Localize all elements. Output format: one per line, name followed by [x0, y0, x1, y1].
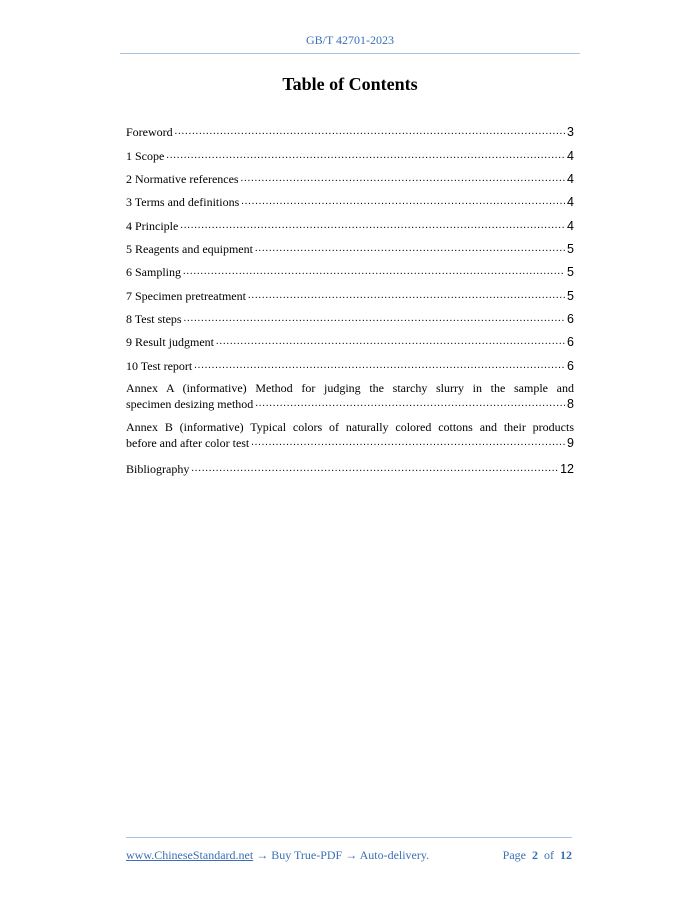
toc-leader-dots [184, 314, 565, 324]
toc-leader-dots [166, 151, 565, 161]
toc-entry-label: 8 Test steps [126, 312, 182, 326]
toc-entry-principle[interactable] [126, 218, 574, 234]
toc-leader-dots [248, 291, 565, 301]
toc-entry-page: 4 [567, 218, 574, 233]
toc-entry-label: 2 Normative references [126, 172, 239, 186]
page-of: of [544, 848, 554, 862]
toc-entry-terms-and-definitions[interactable] [126, 194, 574, 210]
footer-delivery-text: → Buy True-PDF → Auto-delivery. [253, 848, 430, 862]
toc-entry-test-report[interactable] [126, 358, 574, 374]
toc-leader-dots [180, 221, 565, 231]
toc-entry-page: 6 [567, 312, 574, 326]
toc-entry-test-steps[interactable] [126, 311, 574, 327]
toc-entry-page: 5 [567, 288, 574, 303]
toc-leader-dots [183, 267, 565, 277]
toc-entry-label: Foreword [126, 125, 173, 139]
page-total: 12 [560, 848, 572, 862]
website-link[interactable]: www.ChineseStandard.net [126, 848, 254, 862]
toc-leader-dots [191, 464, 558, 474]
toc-entry-label-line1: Annex A (informative) Method for judging the starchy slurry in the sample and [126, 381, 574, 395]
toc-leader-dots [175, 127, 565, 137]
toc-entry-annex-a[interactable] [126, 380, 574, 412]
toc-entry-page: 4 [567, 195, 574, 209]
toc-entry-page: 3 [567, 125, 574, 139]
toc-entry-page: 6 [567, 358, 574, 373]
toc-entry-specimen-pretreatment[interactable] [126, 288, 574, 304]
toc-entry-reagents-and-equipment[interactable] [126, 241, 574, 257]
toc-leader-dots [251, 438, 565, 448]
standard-code-header: GB/T 42701-2023 [305, 33, 395, 47]
toc-entry-annex-b[interactable] [126, 419, 574, 451]
footer-promo [126, 848, 429, 863]
page-indicator [503, 848, 572, 863]
toc-entry-label: 7 Specimen pretreatment [126, 288, 246, 303]
toc-entry-page: 12 [560, 462, 574, 476]
page-current: 2 [532, 848, 538, 862]
toc-entry-foreword[interactable] [126, 124, 574, 140]
toc-entry-label-line2: specimen desizing method [126, 397, 254, 411]
toc-entry-scope[interactable] [126, 148, 574, 164]
toc-entry-page: 8 [567, 397, 574, 411]
toc-entry-label: Bibliography [126, 462, 190, 476]
toc-entry-page: 9 [567, 436, 574, 450]
page-prefix: Page [502, 848, 526, 862]
toc-entry-page: 5 [567, 265, 574, 279]
toc-leader-dots [216, 337, 565, 347]
toc-entry-label: 9 Result judgment [126, 335, 214, 349]
toc-entry-page: 5 [567, 242, 574, 256]
toc-entry-bibliography[interactable] [126, 461, 574, 477]
toc-entry-label: 6 Sampling [126, 265, 182, 279]
header-divider [120, 53, 580, 54]
toc-entry-label: 5 Reagents and equipment [126, 242, 253, 256]
toc-entry-label: 4 Principle [126, 218, 179, 233]
footer-divider [126, 837, 572, 838]
toc-entry-label: 3 Terms and definitions [126, 195, 240, 209]
toc-entry-label: 10 Test report [126, 358, 193, 373]
toc-leader-dots [255, 244, 565, 254]
toc-entry-label: 1 Scope [126, 148, 165, 163]
toc-entry-label-line1: Annex B (informative) Typical colors of naturally colored cottons and their products [126, 420, 574, 434]
toc-entry-label-line2: before and after color test [126, 436, 250, 450]
toc-entry-page: 4 [567, 172, 574, 186]
toc-entry-normative-references[interactable] [126, 171, 574, 187]
toc-entry-page: 6 [567, 335, 574, 349]
toc-leader-dots [255, 399, 565, 409]
toc-leader-dots [194, 361, 565, 371]
toc-title: Table of Contents [282, 74, 418, 94]
toc-entry-result-judgment[interactable] [126, 334, 574, 350]
toc-leader-dots [241, 197, 565, 207]
toc-entry-page: 4 [567, 148, 574, 163]
toc-entry-sampling[interactable] [126, 264, 574, 280]
toc-leader-dots [241, 174, 565, 184]
